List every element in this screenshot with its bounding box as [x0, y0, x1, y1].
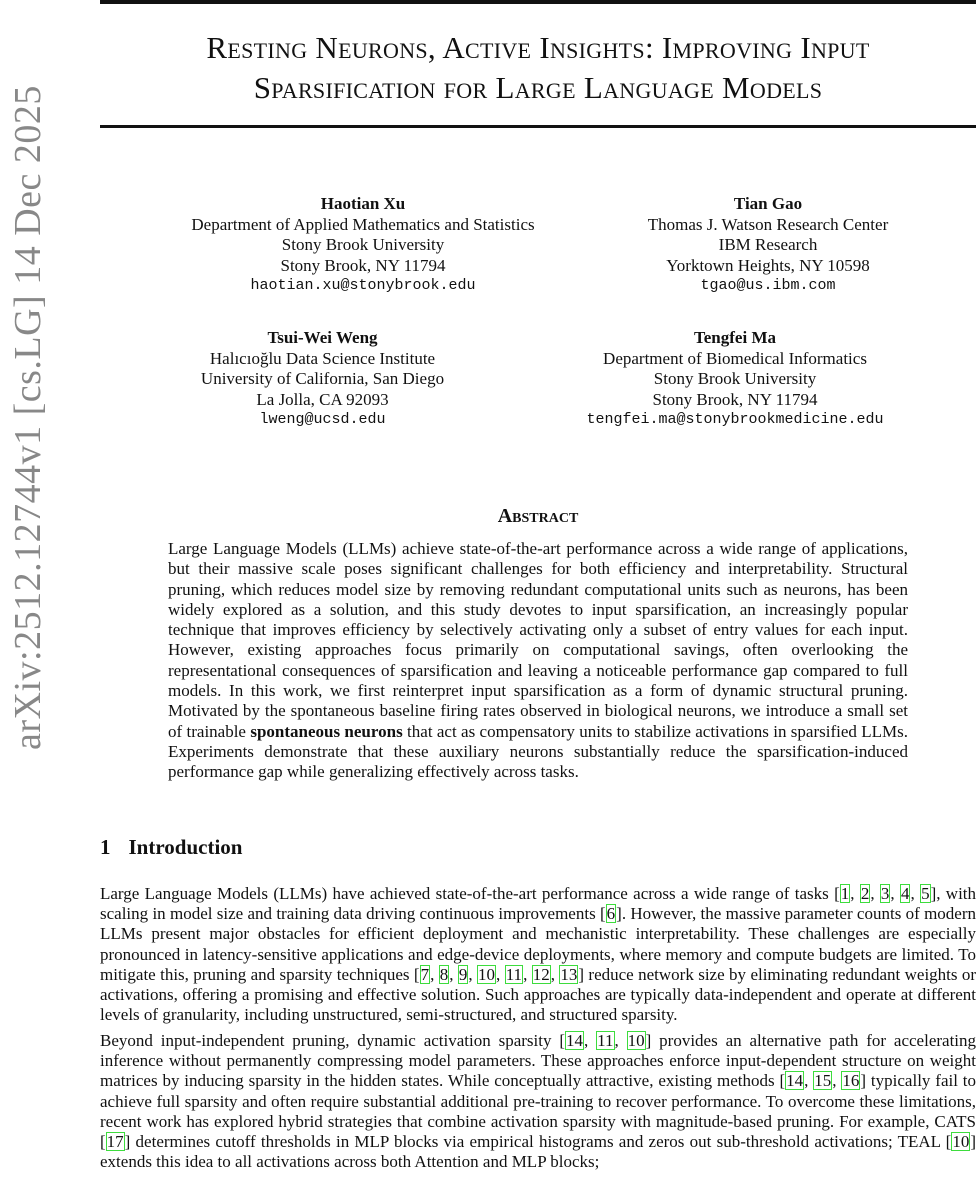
- citation-link[interactable]: 10: [627, 1031, 645, 1050]
- author-affiliation: University of California, San Diego: [200, 369, 445, 388]
- paragraph-text: Large Language Models (LLMs) have achieved state-of-the-art performance across a wide range of tasks [: [100, 884, 840, 903]
- paragraph-text: ] provides an alternative path for accelerating inference without permanently compressing model parameters. These approaches enforce input-dependent structure on weight matrices by inducing sparsity in the hidden states. While conceptually attractive, existing methods [: [100, 1031, 976, 1091]
- citation-link[interactable]: 12: [532, 964, 550, 984]
- abstract-heading: Abstract: [497, 505, 579, 527]
- author-email[interactable]: tengfei.ma@stonybrookmedicine.edu: [586, 411, 884, 428]
- author-affiliation: Department of Biomedical Informatics: [603, 348, 867, 368]
- author-affiliation: Department of Applied Mathematics and Statistics: [191, 214, 535, 234]
- paragraph-text: ] extends this idea to all activations across both Attention and MLP blocks;: [100, 1132, 976, 1172]
- citation-link[interactable]: 17: [106, 1132, 124, 1152]
- paragraph-text: Beyond input-independent pruning, dynamic activation sparsity [: [100, 1031, 566, 1050]
- author-block-weng: [150, 328, 495, 431]
- citation-link[interactable]: 11: [597, 1031, 614, 1050]
- abstract-text-part: Large Language Models (LLMs) achieve state-of-the-art performance across a wide range of applications, but their massive scale poses significant challenges for both efficiency and interpretability. Structural pruning, which reduces model size by removing redundant computational units such as neurons, has been widely explored as a solution, and this study devotes to input sparsification, an increasingly popular technique that improves efficiency by selectively activating only a subset of entry values for each input. However, existing approaches focus primarily on computational savings, often overlooking the representational consequences of sparsification and leaving a noticeable performance gap compared to full models. In this work, we first reinterpret input sparsification as a form of dynamic structural pruning. Motivated by the spontaneous baseline firing rates observed in biological neurons, we introduce a small set of trainable: [168, 539, 908, 741]
- citation-link[interactable]: 5: [921, 884, 930, 903]
- paragraph-text: ] reduce network size by eliminating redundant weights or activations, offering a promising and effective solution. Such approaches are typically data-independent and operate at different levels of granularity, including unstructured, semi-structured, and structured sparsity.: [100, 964, 976, 1025]
- citation-link[interactable]: 14: [786, 1071, 804, 1091]
- author-affiliation: IBM Research: [718, 235, 818, 254]
- author-name: Tengfei Ma: [693, 328, 776, 347]
- title-line-2: Sparsification for Large Language Models: [253, 70, 823, 105]
- author-block-gao: [588, 194, 948, 297]
- citation-link[interactable]: 3: [880, 884, 890, 903]
- author-affiliation: Yorktown Heights, NY 10598: [666, 255, 870, 275]
- author-email[interactable]: lweng@ucsd.edu: [259, 411, 386, 428]
- author-affiliation: Stony Brook, NY 11794: [652, 389, 818, 409]
- author-name: Tian Gao: [733, 194, 803, 213]
- title-rule-bottom: [100, 125, 976, 128]
- author-name: Tsui-Wei Weng: [267, 328, 378, 347]
- paragraph-text: ] typically fail to achieve full sparsity and often require substantial additional pre-training to recover performance. To overcome these limitations, recent work has explored hybrid strategies that combine activation sparsity with magnitude-based pruning. For example, CATS [: [100, 1071, 976, 1152]
- abstract-text: [168, 539, 908, 783]
- citation-link[interactable]: 11: [505, 964, 523, 984]
- author-email[interactable]: tgao@us.ibm.com: [700, 277, 836, 294]
- section-heading-introduction: [100, 835, 242, 860]
- paragraph-text: ] determines cutoff thresholds in MLP blocks via empirical histograms and zeros out sub-threshold activations; TEAL [: [124, 1132, 952, 1152]
- arxiv-identifier-stamp: arXiv:2512.12744v1 [cs.LG] 14 Dec 2025: [7, 85, 49, 750]
- citation-link[interactable]: 16: [842, 1071, 860, 1091]
- citation-link[interactable]: 4: [900, 884, 910, 903]
- title-line-1: Resting Neurons, Active Insights: Improving Input: [206, 30, 870, 65]
- author-affiliation: La Jolla, CA 92093: [256, 389, 389, 409]
- citation-link[interactable]: 8: [439, 964, 449, 984]
- author-affiliation: Stony Brook University: [281, 235, 445, 254]
- citation-link[interactable]: 10: [478, 964, 496, 984]
- citation-link[interactable]: 1: [840, 884, 850, 903]
- citation-link[interactable]: 2: [860, 884, 870, 903]
- author-email[interactable]: haotian.xu@stonybrook.edu: [250, 277, 476, 294]
- citation-link[interactable]: 9: [458, 964, 468, 984]
- intro-paragraph-1: Large Language Models (LLMs) have achieved state-of-the-art performance across a wide range of tasks [1, 2, 3, 4, 5], with scaling in model size and training data driving continuous improvements [6]. However, the massive parameter counts of modern LLMs present major obstacles for efficient deployment and mechanistic interpretability. These challenges are especially pronounced in latency-sensitive applications and edge-device deployments, where memory and compute budgets are limited. To mitigate this, pruning and sparsity techniques [7, 8, 9, 10, 11, 12, 13] reduce network size by eliminating redundant weights or activations, offering a promising and effective solution. Such approaches are typically data-independent and operate at different levels of granularity, including unstructured, semi-structured, and structured sparsity.: [100, 884, 976, 1025]
- abstract-bold-term: spontaneous neurons: [250, 721, 403, 741]
- author-name: Haotian Xu: [320, 194, 406, 213]
- intro-paragraph-2: Beyond input-independent pruning, dynamic activation sparsity [14, 11, 10] provides an alternative path for accelerating inference without permanently compressing model parameters. These approaches enforce input-dependent structure on weight matrices by inducing sparsity in the hidden states. While conceptually attractive, existing methods [14, 15, 16] typically fail to achieve full sparsity and often require substantial additional pre-training to recover performance. To overcome these limitations, recent work has explored hybrid strategies that combine activation sparsity with magnitude-based pruning. For example, CATS [17] determines cutoff thresholds in MLP blocks via empirical histograms and zeros out sub-threshold activations; TEAL [10] extends this idea to all activations across both Attention and MLP blocks;: [100, 1031, 976, 1172]
- paragraph-text: ], with scaling in model size and training data driving continuous improvements [: [100, 884, 976, 924]
- author-block-ma: [540, 328, 930, 431]
- author-affiliation: Stony Brook, NY 11794: [280, 255, 446, 275]
- abstract-text-part: that act as compensatory units to stabilize activations in sparsified LLMs. Experiments demonstrate that these auxiliary neurons substantially reduce the sparsification-induced performance gap while generalizing effectively across tasks.: [168, 721, 908, 782]
- citation-link[interactable]: 15: [814, 1071, 832, 1091]
- author-affiliation: Halıcıoğlu Data Science Institute: [209, 348, 436, 368]
- section-title: Introduction: [128, 835, 243, 859]
- author-block-xu: [150, 194, 576, 297]
- citation-link[interactable]: 10: [952, 1132, 970, 1152]
- citation-link[interactable]: 13: [560, 964, 578, 984]
- citation-link[interactable]: 6: [606, 904, 616, 924]
- citation-link[interactable]: 14: [566, 1031, 584, 1050]
- author-affiliation: Stony Brook University: [653, 369, 817, 388]
- title-rule-top: [100, 0, 976, 4]
- section-number: 1: [100, 835, 111, 859]
- author-affiliation: Thomas J. Watson Research Center: [647, 214, 889, 234]
- citation-link[interactable]: 7: [420, 964, 430, 984]
- paper-title: [100, 28, 976, 108]
- paragraph-text: ]. However, the massive parameter counts of modern LLMs present major obstacles for efficient deployment and mechanistic interpretability. These challenges are especially pronounced in latency-sensitive applications and edge-device deployments, where memory and compute budgets are limited. To mitigate this, pruning and sparsity techniques [: [100, 904, 976, 984]
